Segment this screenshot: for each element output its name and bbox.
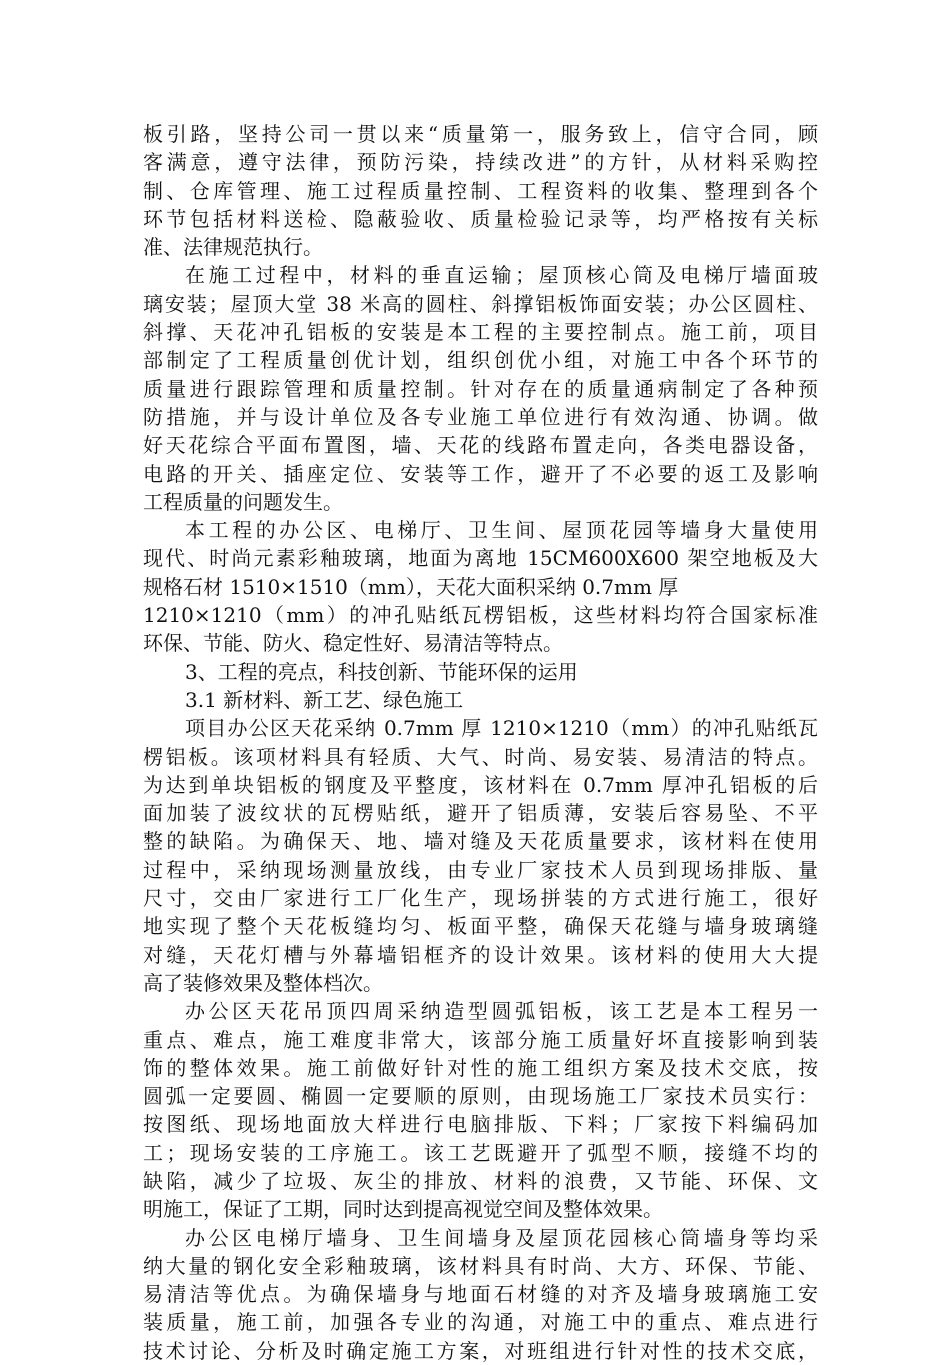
text-line: 制、仓库管理、施工过程质量控制、工程资料的收集、整理到各个 (143, 178, 818, 203)
text-line: 客满意，遵守法律，预防污染，持续改进”的方针，从材料采购控 (143, 150, 818, 175)
document-body (143, 120, 818, 1365)
text-line: 对缝，天花灯槽与外幕墙铝框齐的设计效果。该材料的使用大大提 (143, 942, 818, 967)
paragraph-first-line: 办公区电梯厅墙身、卫生间墙身及屋顶花园核心筒墙身等均采 (185, 1225, 818, 1250)
text-line: 缺陷，减少了垃圾、灰尘的排放、材料的浪费，又节能、环保、文 (143, 1168, 818, 1193)
text-line: 整的缺陷。为确保天、地、墙对缝及天花质量要求，该材料在使用 (143, 829, 818, 854)
text-line: 技术讨论、分析及时确定施工方案，对班组进行针对性的技术交底， (143, 1338, 818, 1363)
text-line: 易清洁等优点。为确保墙身与地面石材缝的对齐及墙身玻璃施工安 (143, 1282, 818, 1307)
text-line: 准、法律规范执行。 (143, 235, 323, 260)
text-line: 楞铝板。该项材料具有轻质、大气、时尚、易安装、易清洁的特点。 (143, 744, 818, 769)
text-line: 装质量，施工前，加强各专业的沟通，对施工中的重点、难点进行 (143, 1310, 818, 1335)
text-line: 防措施，并与设计单位及各专业施工单位进行有效沟通、协调。做 (143, 404, 818, 429)
text-line: 璃安装；屋顶大堂 38 米高的圆柱、斜撑铝板饰面安装；办公区圆柱、 (143, 291, 818, 316)
text-line: 工；现场安装的工序施工。该工艺既避开了弧型不顺，接缝不均的 (143, 1140, 818, 1165)
text-line: 过程中，采纳现场测量放线，由专业厂家技术人员到现场排版、量 (143, 857, 818, 882)
text-line: 饰的整体效果。施工前做好针对性的施工组织方案及技术交底，按 (143, 1055, 818, 1080)
text-line: 斜撑、天花冲孔铝板的安装是本工程的主要控制点。施工前，项目 (143, 320, 818, 345)
text-line: 1210×1210（mm）的冲孔贴纸瓦楞铝板，这些材料均符合国家标准 (143, 603, 818, 628)
text-line: 圆弧一定要圆、椭圆一定要顺的原则，由现场施工厂家技术员实行： (143, 1084, 818, 1109)
text-line: 明施工，保证了工期，同时达到提高视觉空间及整体效果。 (143, 1197, 663, 1222)
text-line: 重点、难点，施工难度非常大，该部分施工质量好坏直接影响到装 (143, 1027, 818, 1052)
paragraph-first-line: 在施工过程中，材料的垂直运输；屋顶核心筒及电梯厅墙面玻 (185, 263, 818, 288)
text-line: 环保、节能、防火、稳定性好、易清洁等特点。 (143, 631, 563, 656)
text-line: 电路的开关、插座定位、安装等工作，避开了不必要的返工及影响 (143, 461, 818, 486)
text-line: 板引路，坚持公司一贯以来“质量第一，服务致上，信守合同，顾 (143, 122, 818, 146)
text-line: 现代、时尚元素彩釉玻璃，地面为离地 15CM600X600 架空地板及大 (143, 546, 818, 571)
text-line: 按图纸、现场地面放大样进行电脑排版、下料；厂家按下料编码加 (143, 1112, 818, 1137)
text-line: 尺寸，交由厂家进行工厂化生产，现场拼装的方式进行施工，很好 (143, 886, 818, 911)
paragraph-first-line: 项目办公区天花采纳 0.7mm 厚 1210×1210（mm）的冲孔贴纸瓦 (185, 716, 818, 741)
text-line: 高了装修效果及整体档次。 (143, 970, 383, 995)
text-line: 工程质量的问题发生。 (143, 489, 343, 514)
text-line: 纳大量的钢化安全彩釉玻璃，该材料具有时尚、大方、环保、节能、 (143, 1253, 818, 1278)
text-line: 环节包括材料送检、隐蔽验收、质量检验记录等，均严格按有关标 (143, 206, 818, 231)
subsection-heading: 3.1 新材料、新工艺、绿色施工 (185, 687, 464, 712)
text-line: 部制定了工程质量创优计划，组织创优小组，对施工中各个环节的 (143, 348, 818, 373)
text-line: 面加装了波纹状的瓦楞贴纸，避开了铝质薄，安装后容易坠、不平 (143, 801, 818, 826)
text-line: 好天花综合平面布置图，墙、天花的线路布置走向，各类电器设备， (143, 433, 818, 458)
section-heading: 3、工程的亮点，科技创新、节能环保的运用 (185, 659, 578, 684)
text-line: 为达到单块铝板的钢度及平整度，该材料在 0.7mm 厚冲孔铝板的后 (143, 772, 818, 797)
text-line: 地实现了整个天花板缝均匀、板面平整，确保天花缝与墙身玻璃缝 (143, 914, 818, 939)
paragraph-first-line: 本工程的办公区、电梯厅、卫生间、屋顶花园等墙身大量使用 (185, 518, 818, 543)
text-line: 规格石材 1510×1510（mm），天花大面积采纳 0.7mm 厚 (143, 574, 679, 599)
paragraph-first-line: 办公区天花吊顶四周采纳造型圆弧铝板，该工艺是本工程另一 (185, 999, 818, 1024)
text-line: 质量进行跟踪管理和质量控制。针对存在的质量通病制定了各种预 (143, 376, 818, 401)
